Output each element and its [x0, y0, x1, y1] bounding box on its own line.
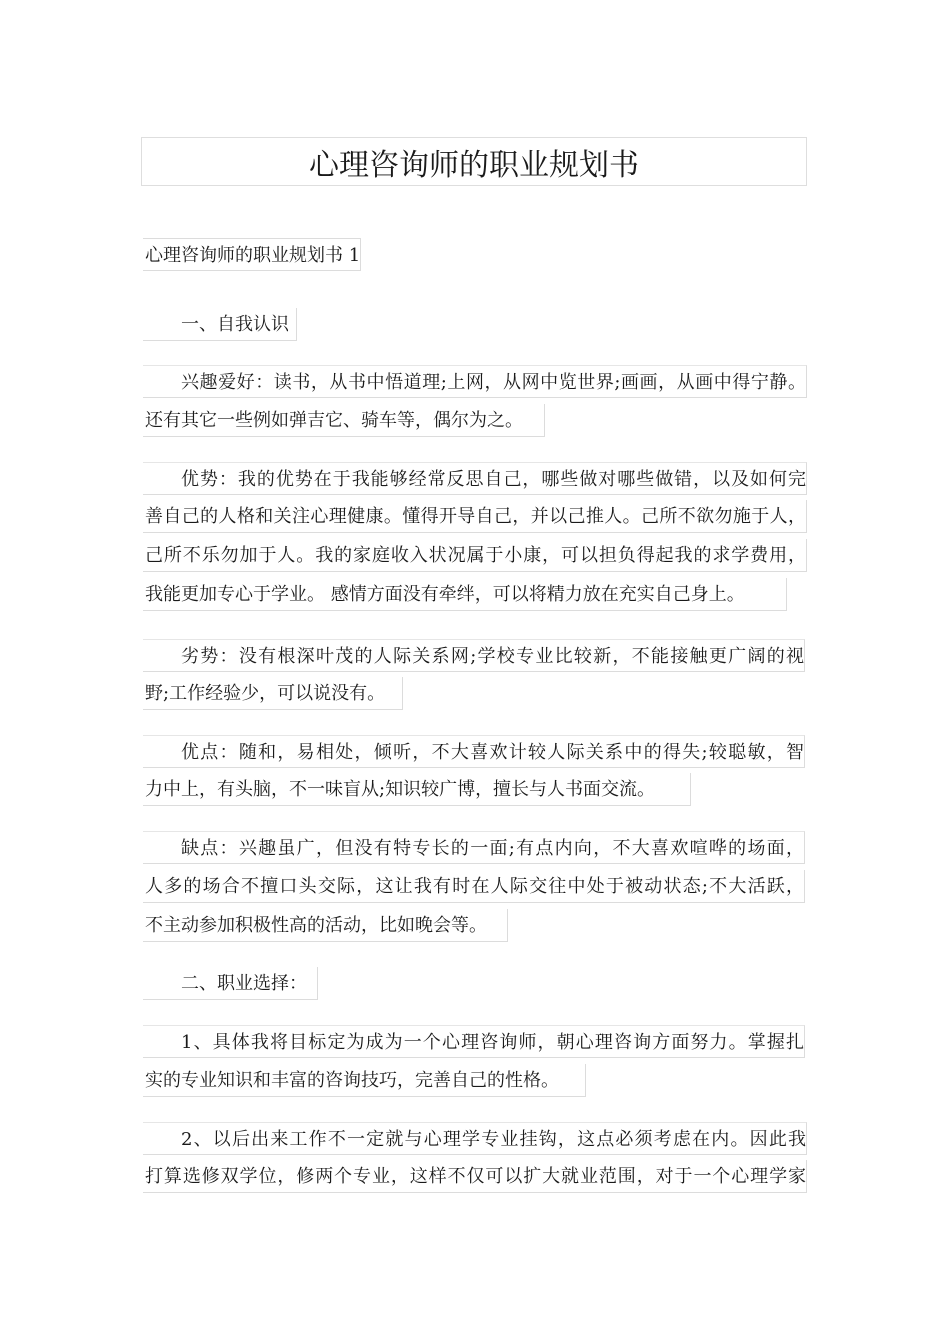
paragraph-line: 我能更加专心于学业。 感情方面没有牵绊，可以将精力放在充实自己身上。: [143, 578, 787, 611]
paragraph-line: 2、以后出来工作不一定就与心理学专业挂钩，这点必须考虑在内。因此我: [143, 1122, 807, 1155]
document-subtitle: 心理咨询师的职业规划书 1: [143, 238, 361, 271]
section-heading-self-awareness: 一、自我认识: [143, 308, 297, 341]
paragraph-line: 力中上，有头脑，不一味盲从;知识较广博，擅长与人书面交流。: [143, 773, 691, 806]
paragraph-line: 缺点：兴趣虽广，但没有特专长的一面;有点内向，不大喜欢喧哗的场面，: [143, 831, 805, 864]
paragraph-line: 优势：我的优势在于我能够经常反思自己，哪些做对哪些做错，以及如何完: [143, 462, 807, 495]
paragraph-line: 不主动参加积极性高的活动，比如晚会等。: [143, 909, 508, 942]
paragraph-line: 还有其它一些例如弹吉它、骑车等，偶尔为之。: [143, 404, 545, 437]
paragraph-line: 打算选修双学位，修两个专业，这样不仅可以扩大就业范围，对于一个心理学家: [143, 1160, 807, 1193]
document-title: 心理咨询师的职业规划书: [141, 137, 807, 186]
paragraph-line: 劣势：没有根深叶茂的人际关系网;学校专业比较新，不能接触更广阔的视: [143, 639, 805, 672]
paragraph-line: 人多的场合不擅口头交际，这让我有时在人际交往中处于被动状态;不大活跃，: [143, 870, 805, 903]
paragraph-line: 实的专业知识和丰富的咨询技巧，完善自己的性格。: [143, 1064, 586, 1097]
paragraph-line: 1、具体我将目标定为成为一个心理咨询师，朝心理咨询方面努力。掌握扎: [143, 1025, 805, 1058]
paragraph-line: 兴趣爱好：读书，从书中悟道理;上网，从网中览世界;画画，从画中得宁静。: [143, 365, 807, 398]
paragraph-line: 己所不乐勿加于人。我的家庭收入状况属于小康，可以担负得起我的求学费用，: [143, 539, 807, 572]
paragraph-line: 优点：随和，易相处，倾听，不大喜欢计较人际关系中的得失;较聪敏，智: [143, 735, 805, 768]
paragraph-line: 野;工作经验少，可以说没有。: [143, 677, 403, 710]
paragraph-line: 善自己的人格和关注心理健康。懂得开导自己，并以己推人。己所不欲勿施于人，: [143, 500, 807, 533]
section-heading-career-choice: 二、职业选择：: [143, 967, 318, 1000]
